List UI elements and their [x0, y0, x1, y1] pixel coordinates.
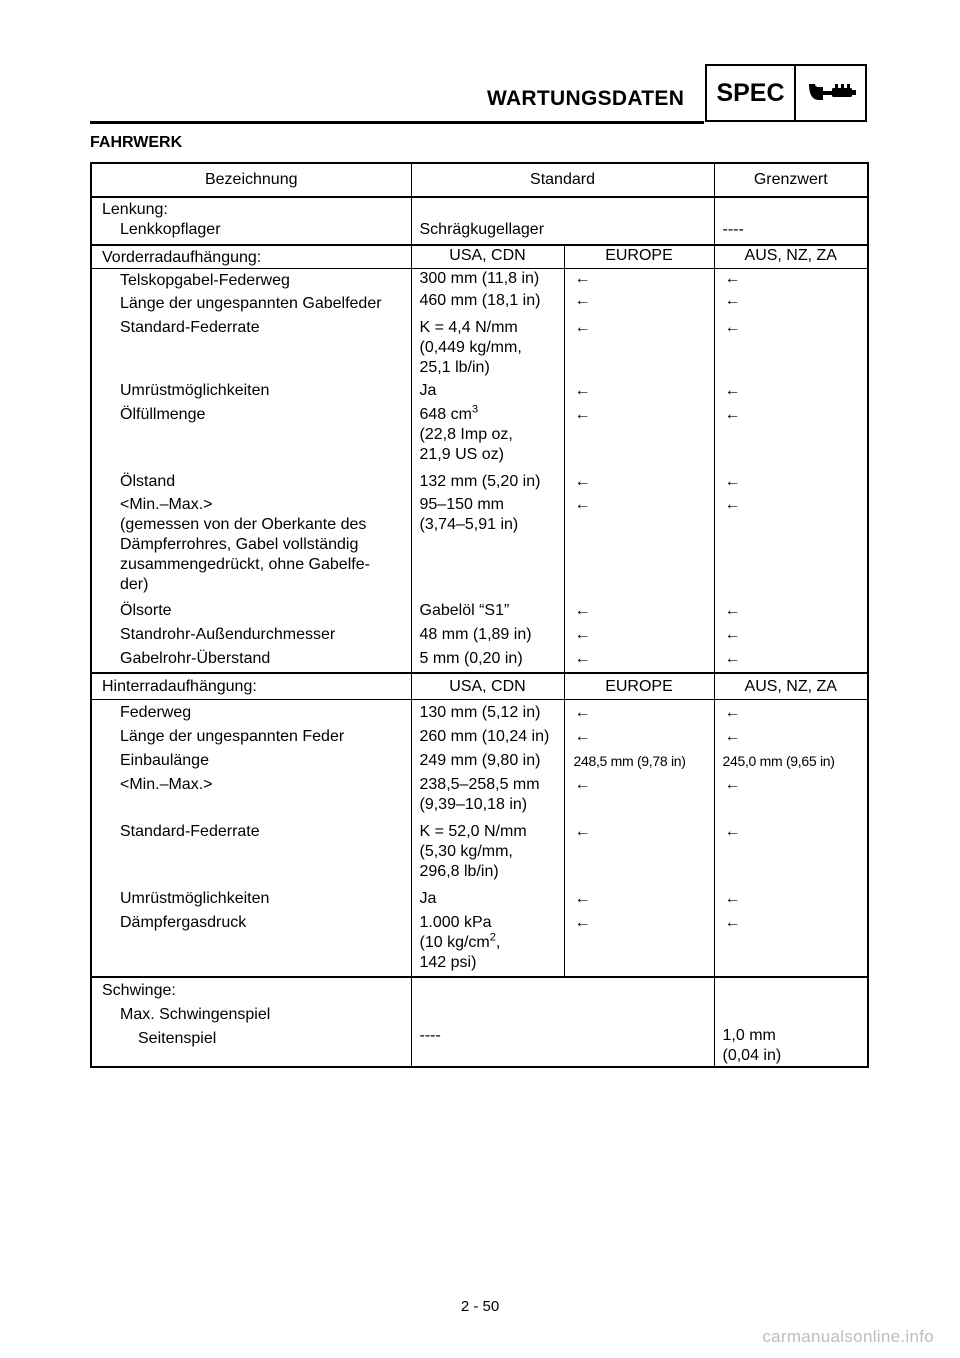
value-line: ----: [419, 1027, 441, 1044]
same-arrow: ←: [564, 819, 714, 886]
row-label: Länge der ungespannten Gabelfeder: [120, 295, 382, 312]
column-header-grenzwert: Grenzwert: [714, 163, 868, 197]
row-value-usa: [411, 909, 564, 977]
row-value-usa: Ja: [411, 886, 564, 909]
same-arrow: ←: [564, 401, 714, 469]
value-line: 142 psi): [419, 954, 477, 971]
same-arrow: ←: [564, 771, 714, 819]
value-line: (9,39–10,18 in): [419, 796, 528, 813]
spec-table: [90, 162, 869, 1068]
label-line: <Min.–Max.>: [120, 496, 213, 513]
value-line: 648 $cm^3$: [419, 403, 479, 423]
wrench-icon: [796, 66, 865, 120]
row-value-usa: 48 mm (1,89 in): [411, 621, 564, 645]
row-label: [91, 492, 411, 598]
row-label: Telskopgabel-Federweg: [120, 272, 290, 289]
same-arrow: ←: [714, 378, 868, 401]
group-title-front: Vorderradaufhängung:: [91, 245, 411, 269]
table-row: [91, 492, 868, 598]
row-standard: Schrägkugellager: [411, 220, 714, 245]
region-usa-cdn: USA, CDN: [411, 673, 564, 700]
value-line: 21,9 US oz): [419, 446, 504, 463]
same-arrow: ←: [564, 645, 714, 673]
header-rule: [90, 121, 704, 124]
row-label: Federweg: [120, 704, 192, 721]
table-row: [91, 771, 868, 819]
value-line: (0,449 kg/mm,: [419, 339, 522, 356]
row-value-usa: 260 mm (10,24 in): [411, 723, 564, 747]
same-arrow: ←: [714, 314, 868, 378]
value-line: K = 52,0 N/mm: [419, 823, 527, 840]
row-label: Standard-Federrate: [120, 319, 260, 336]
row-value-usa: 5 mm (0,20 in): [411, 645, 564, 673]
row-value-usa: [411, 314, 564, 378]
row-limit: [714, 977, 868, 1067]
region-aus-nz-za: AUS, NZ, ZA: [714, 673, 868, 700]
region-europe: EUROPE: [564, 673, 714, 700]
table-row: [91, 909, 868, 977]
row-value-usa: 300 mm (11,8 in): [411, 269, 564, 292]
header-title: WARTUNGSDATEN: [487, 87, 685, 110]
same-arrow: ←: [714, 700, 868, 724]
label-line: zusammengedrückt, ohne Gabelfe-: [120, 556, 370, 573]
same-arrow: ←: [714, 621, 868, 645]
same-arrow: ←: [564, 909, 714, 977]
value-line: (3,74–5,91 in): [419, 516, 519, 533]
same-arrow: ←: [564, 378, 714, 401]
same-arrow: ←: [714, 401, 868, 469]
label-line: der): [120, 576, 149, 593]
same-arrow: ←: [564, 492, 714, 598]
row-value-usa: 249 mm (9,80 in): [411, 747, 564, 771]
table-row: [91, 700, 868, 724]
row-label: Lenkkopflager: [120, 221, 221, 238]
same-arrow: ←: [714, 886, 868, 909]
row-standard: [411, 977, 714, 1067]
same-arrow: ←: [564, 314, 714, 378]
row-label: Länge der ungespannten Feder: [120, 728, 345, 745]
table-row: [91, 220, 868, 245]
row-value-usa: 130 mm (5,12 in): [411, 700, 564, 724]
row-value-usa: [411, 492, 564, 598]
value-line: 1,0 mm: [722, 1027, 776, 1044]
table-row: [91, 245, 868, 269]
row-value-usa: [411, 401, 564, 469]
spec-box: [705, 64, 867, 122]
region-aus-nz-za: AUS, NZ, ZA: [714, 245, 868, 269]
value-line: 1.000 kPa: [419, 914, 492, 931]
value-line: 238,5–258,5 mm: [419, 776, 540, 793]
region-europe: EUROPE: [564, 245, 714, 269]
label-line: (gemessen von der Oberkante des: [120, 516, 367, 533]
same-arrow: ←: [714, 598, 868, 621]
table-row: [91, 886, 868, 909]
row-label: Ölstand: [120, 473, 176, 490]
row-value-aus: 245,0 mm (9,65 in): [714, 747, 868, 771]
page-number: 2 - 50: [460, 1298, 500, 1315]
row-label: Ölfüllmenge: [120, 406, 206, 423]
value-line: K = 4,4 N/mm: [419, 319, 518, 336]
value-line: (5,30 kg/mm,: [419, 843, 513, 860]
row-sub-label: Max. Schwingenspiel: [120, 1006, 271, 1023]
same-arrow: ←: [564, 269, 714, 292]
value-line: 296,8 lb/in): [419, 863, 499, 880]
group-title-schwinge: [91, 977, 411, 1067]
same-arrow: ←: [564, 621, 714, 645]
table-row: [91, 378, 868, 401]
table-row: [91, 314, 868, 378]
table-row: [91, 469, 868, 492]
row-label: <Min.–Max.>: [120, 776, 213, 793]
column-header-standard: Standard: [411, 163, 714, 197]
group-title-lenkung: Lenkung:: [102, 201, 168, 218]
table-row: [91, 977, 868, 1067]
table-row: [91, 645, 868, 673]
group-title: Schwinge:: [102, 982, 176, 999]
same-arrow: ←: [714, 645, 868, 673]
table-row: [91, 723, 868, 747]
table-row: [91, 291, 868, 314]
spec-label: SPEC: [707, 66, 796, 120]
same-arrow: ←: [714, 269, 868, 292]
row-value-usa: [411, 771, 564, 819]
value-line: 95–150 mm: [419, 496, 504, 513]
section-title: FAHRWERK: [90, 134, 183, 151]
same-arrow: ←: [714, 771, 868, 819]
row-label: Gabelrohr-Überstand: [120, 650, 271, 667]
row-value-usa: 132 mm (5,20 in): [411, 469, 564, 492]
row-label: Einbaulänge: [120, 752, 209, 769]
value-line: (10 $kg/cm^2$,: [419, 931, 501, 951]
table-row: [91, 598, 868, 621]
same-arrow: ←: [714, 291, 868, 314]
row-limit: ----: [714, 220, 868, 245]
row-label: Seitenspiel: [138, 1030, 217, 1047]
same-arrow: ←: [714, 469, 868, 492]
row-value-usa: [411, 819, 564, 886]
same-arrow: ←: [564, 723, 714, 747]
label-line: Dämpferrohres, Gabel vollständig: [120, 536, 359, 553]
table-row: [91, 747, 868, 771]
same-arrow: ←: [714, 909, 868, 977]
row-label: Standard-Federrate: [120, 823, 260, 840]
group-title-rear: Hinterradaufhängung:: [91, 673, 411, 700]
same-arrow: ←: [714, 723, 868, 747]
table-row: [91, 819, 868, 886]
same-arrow: ←: [564, 598, 714, 621]
value-line: (22,8 Imp oz,: [419, 426, 513, 443]
table-row: [91, 401, 868, 469]
same-arrow: ←: [714, 492, 868, 598]
row-label: Umrüstmöglichkeiten: [120, 890, 270, 907]
table-row: [91, 197, 868, 220]
footer-watermark-link[interactable]: carmanualsonline.info: [762, 1327, 934, 1346]
row-value-usa: Gabelöl “S1”: [411, 598, 564, 621]
row-value-europe: 248,5 mm (9,78 in): [564, 747, 714, 771]
same-arrow: ←: [564, 469, 714, 492]
same-arrow: ←: [564, 700, 714, 724]
row-label: Dämpfergasdruck: [120, 914, 247, 931]
row-value-usa: Ja: [411, 378, 564, 401]
region-usa-cdn: USA, CDN: [411, 245, 564, 269]
row-label: Standrohr-Außendurchmesser: [120, 626, 336, 643]
table-row: [91, 673, 868, 700]
same-arrow: ←: [564, 291, 714, 314]
same-arrow: ←: [714, 819, 868, 886]
same-arrow: ←: [564, 886, 714, 909]
row-label: Ölsorte: [120, 602, 172, 619]
table-row: [91, 621, 868, 645]
value-line: (0,04 in): [722, 1047, 782, 1064]
table-row: [91, 269, 868, 292]
row-label: Umrüstmöglichkeiten: [120, 382, 270, 399]
table-header-row: [91, 163, 868, 197]
value-line: 25,1 lb/in): [419, 359, 490, 376]
row-value-usa: 460 mm (18,1 in): [411, 291, 564, 314]
column-header-bezeichnung: Bezeichnung: [91, 163, 411, 197]
